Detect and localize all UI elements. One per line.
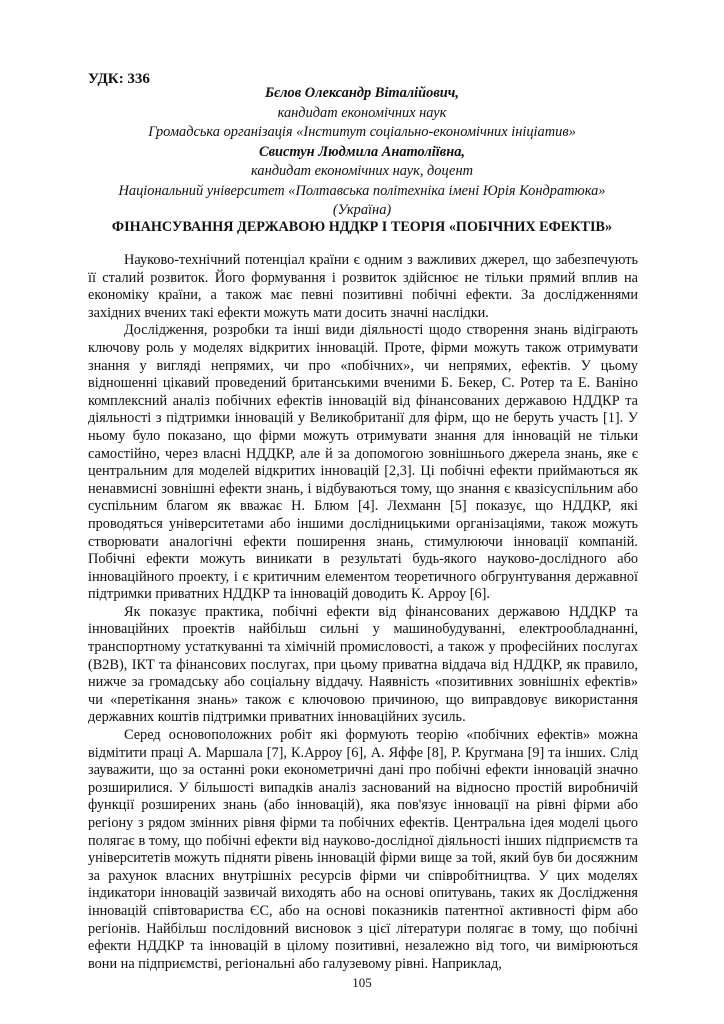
paper-title: ФІНАНСУВАННЯ ДЕРЖАВОЮ НДДКР І ТЕОРІЯ «ПОБІЧНИХ ЕФЕКТІВ» [111,219,613,235]
body-paragraph: Серед основоположних робіт які формують теорію «побічних ефектів» можна відмітити праці А. Маршала [7], К.Арроу [6], А. Яффе [8], Р. Кругмана [9] та інших. Слід зауважити, що за останні роки економетричні дані про побічні ефекти інновацій значно розширилися. У більшості випадків аналіз заснований на відносно простій виробничій функції розширених знань (або інновацій), яка пов'язує інновації на рівні фірми або регіону з рядом змінних рівня фірми та побічних ефектів. Центральна ідея моделі цього полягає в тому, що побічні ефекти від науково-дослідної діяльності інших підприємств та університетів можуть підняти рівень інновацій фірми вище за той, який був би досяжним за рахунок власних внутрішніх ресурсів фірми чи співробітництва. У цих моделях індикатори інновацій зазвичай виходять або на основі опитувань, таких як Дослідження інновацій співтовариства ЄС, або на основі показників патентної активності фірм або регіонів. Найбільш послідовний висновок з цієї літератури полягає в тому, що побічні ефекти НДДКР та інновацій в цілому позитивні, незалежно від того, чи вимірюються вони на підприємстві, регіональні або галузевому рівні. Наприклад, [88,727,638,972]
body-paragraph: Дослідження, розробки та інші види діяльності щодо створення знань відіграють ключову роль у моделях відкритих інновацій. Проте, фірми можуть також отримувати знання у вигляді непрямих, чи про «побічних», чи непрямих, ефектів. У цьому відношенні цікавий проведений британськими вченими Б. Бекер, С. Ротер та Е. Ваніно комплексний аналіз побічних ефектів інновацій від фінансованих державою НДДКР та діяльності з підтримки інновацій у Великобританії для фірм, що не беруть участь [1]. У ньому було показано, що фірми можуть отримувати знання для інновацій не тільки самостійно, через власні НДДКР, але й за допомогою зовнішнього джерела знань, яке є центральним для моделей відкритих інновацій [2,3]. Ці побічні ефекти приймаються як ненавмисні зовнішні ефекти знань, і відбуваються тому, що знання є квазісуспільним або суспільним благом як вважає Н. Блюм [4]. Лехманн [5] показує, що НДДКР, які проводяться університетами або іншими дослідницькими організаціями, також можуть створювати аналогічні ефекти поширення знань, стимулюючи інновації компаній. Побічні ефекти можуть виникати в результаті будь-якого науково-дослідного або інноваційного проекту, і є критичним елементом теоретичного обгрунтування державної підтримки приватних НДДКР та інновацій доводить К. Арроу [6]. [88,322,638,603]
author-name: Свистун Людмила Анатоліївна, [258,143,465,160]
body-paragraph: Науково-технічний потенціал країни є одним з важливих джерел, що забезпечують її сталий розвиток. Його формування і розвиток здійснює не тільки прямий вплив на економіку країни, а також має певні позитивні побічні ефекти. За дослідженнями західних вчених такі ефекти можуть мати досить значні наслідки. [88,252,638,321]
author-country: (Україна) [332,202,392,218]
paper-body [88,252,638,973]
author-block [70,84,654,221]
page-number: 105 [352,975,372,990]
author-affiliation: Громадська організація «Інститут соціально-економічних ініціатив» [148,124,576,140]
author-affiliation: Національний університет «Полтавська політехніка імені Юрія Кондратюка» [118,182,606,199]
author-degree: кандидат економічних наук [277,104,447,121]
author-name: Бєлов Олександр Віталійович, [265,85,459,101]
udk-code: УДК: 336 [88,71,150,87]
body-paragraph: Як показує практика, побічні ефекти від фінансованих державою НДДКР та інноваційних проектів найбільш сильні у машинобудуванні, електрообладнанні, транспортному устаткуванні та хімічній промисловості, а також у професійних послугах (B2B), ІКТ та фінансових послугах, при цьому приватна віддача від НДДКР, як правило, нижче за громадську або соціальну віддачу. Наявність «позитивних зовнішніх ефектів» чи «перетікання знань» також є ключовою причиною, що виправдовує використання державних коштів підтримки приватних інноваційних зусиль. [88,603,638,726]
author-degree: кандидат економічних наук, доцент [251,163,473,179]
